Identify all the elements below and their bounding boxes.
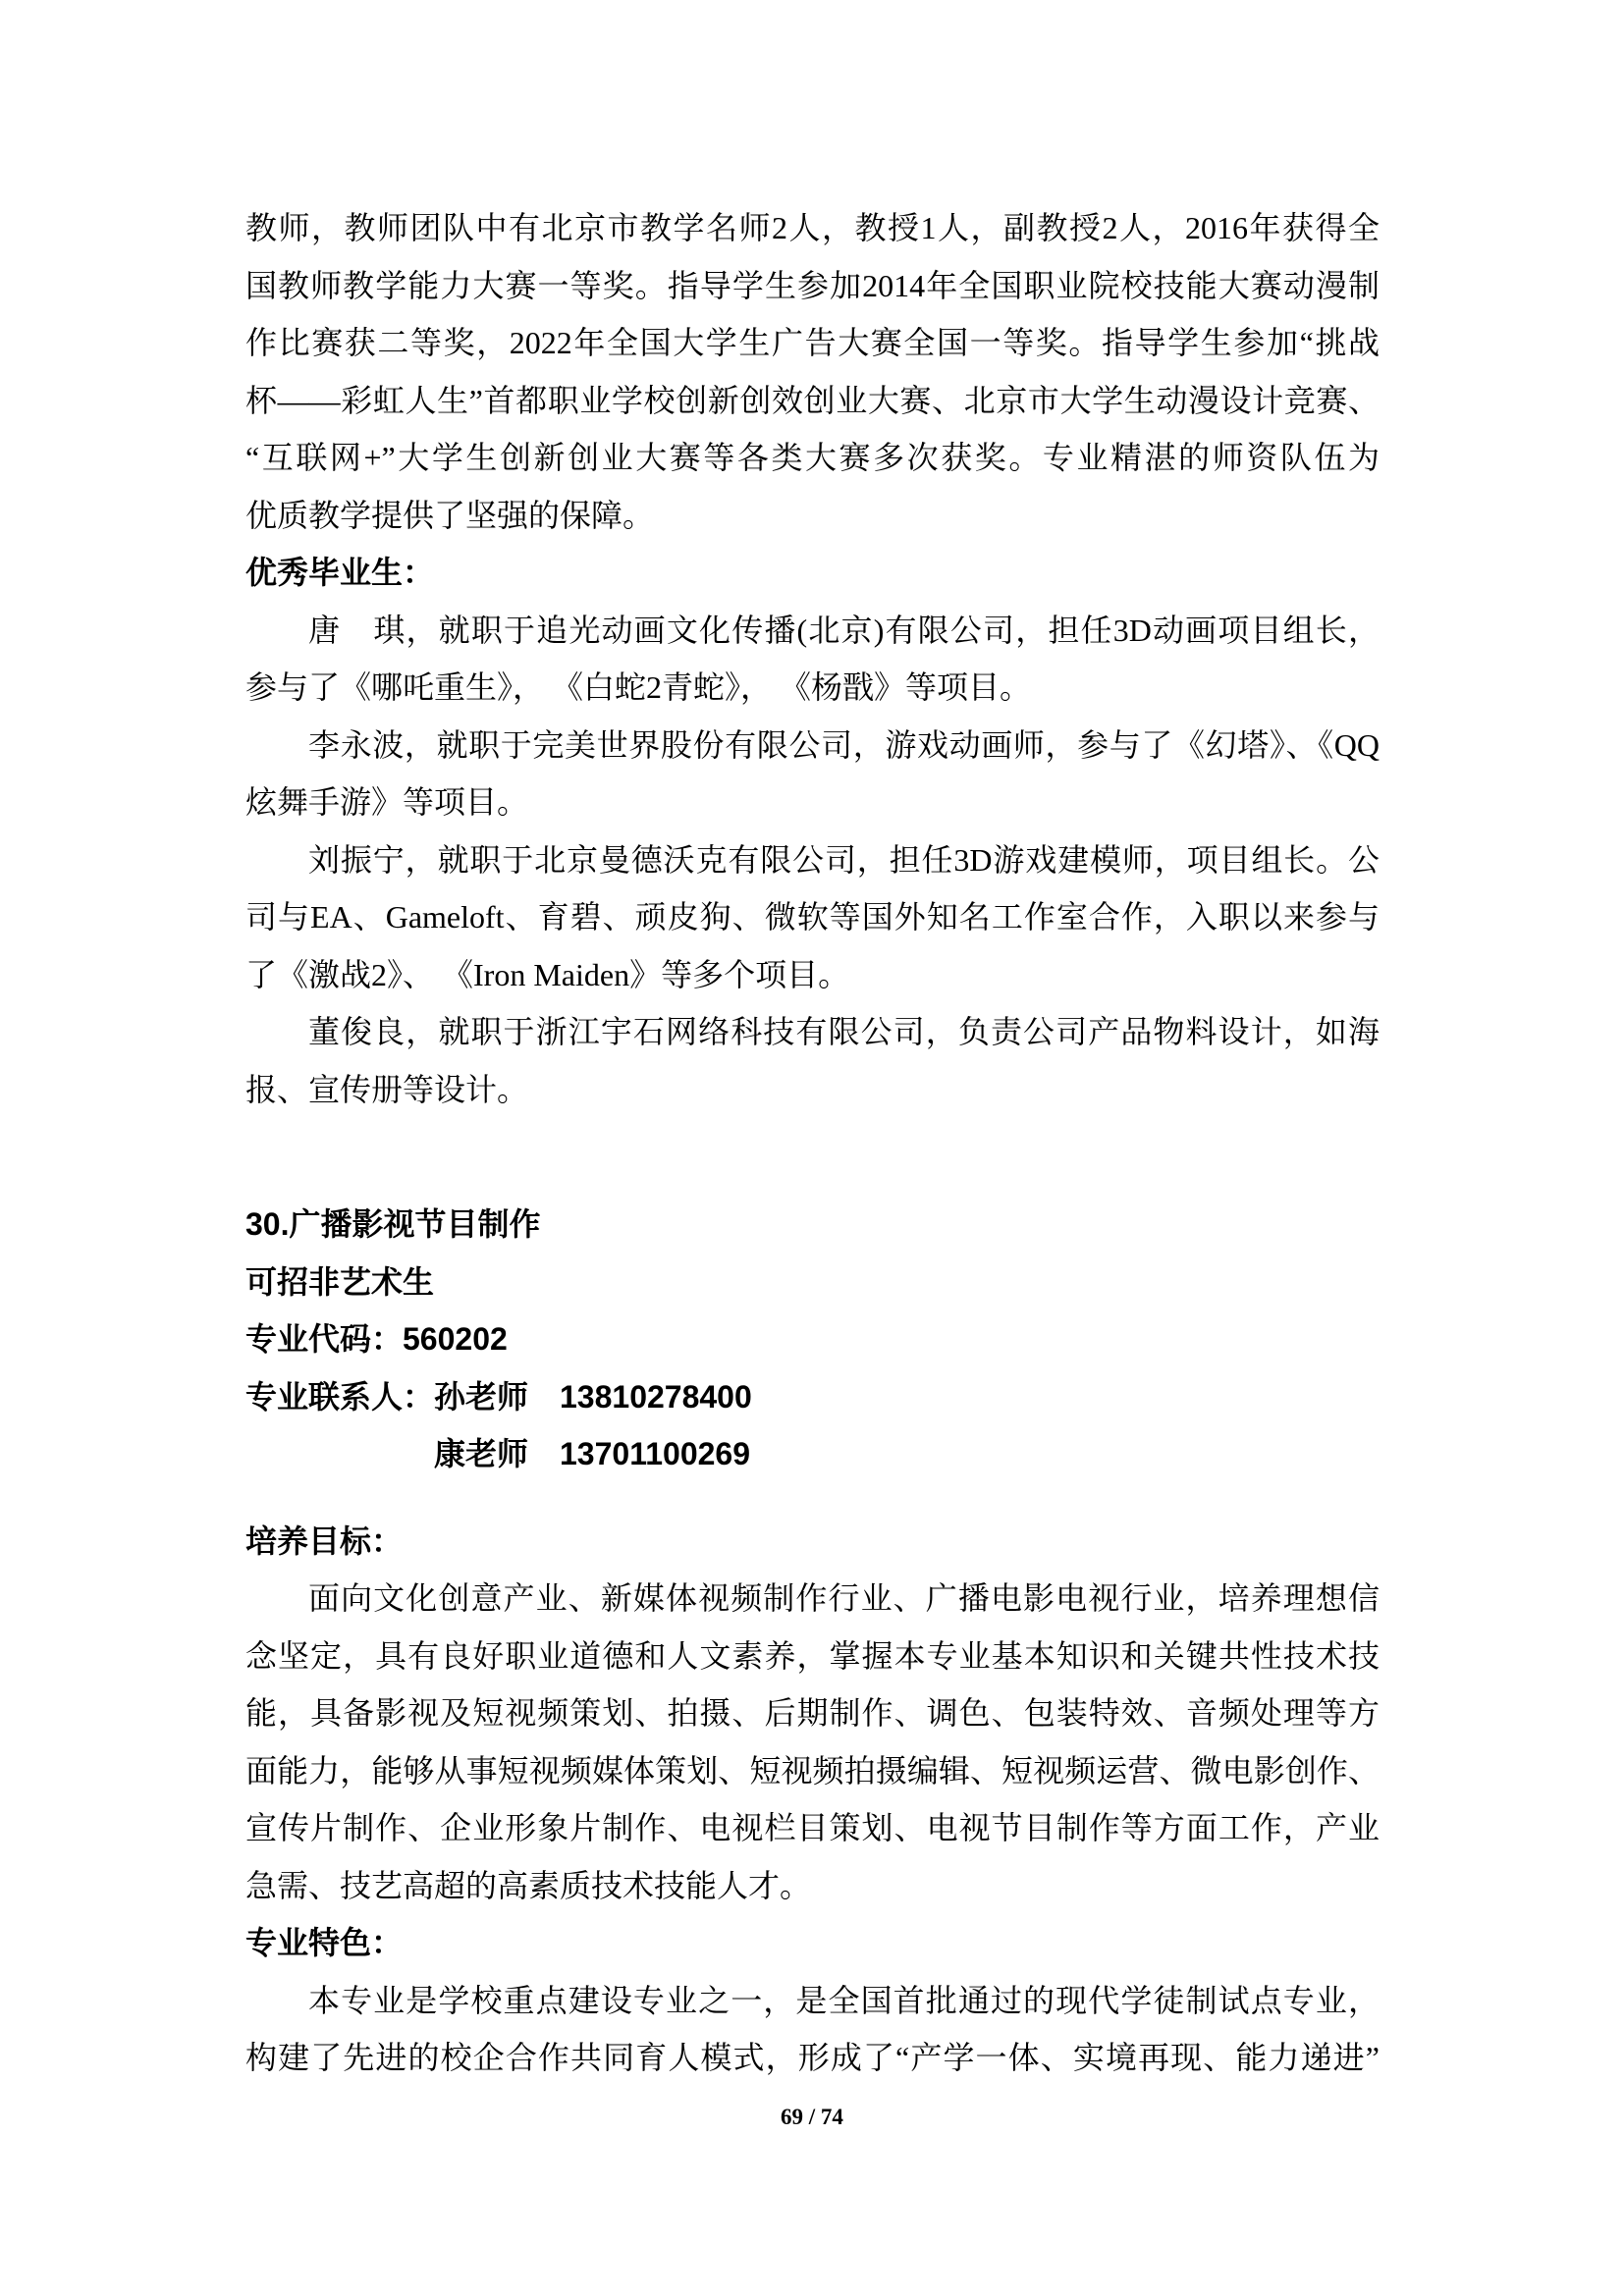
section-title: 30.广播影视节目制作 [245,1206,541,1242]
para-line: 参与了《哪吒重生》， 《白蛇2青蛇》， 《杨戬》等项目。 [245,669,1032,705]
para-line: “互联网+”大学生创新创业大赛等各类大赛多次获奖。专业精湛的师资队伍为 [245,440,1380,475]
para-line: 念坚定，具有良好职业道德和人文素养，掌握本专业基本知识和关键共性技术技 [245,1637,1380,1674]
heading-outstanding-graduates: 优秀毕业生： [245,555,435,590]
heading-training-objective: 培养目标： [245,1522,404,1559]
document-body [245,199,1380,2087]
para-line: 能，具备影视及短视频策划、拍摄、后期制作、调色、包装特效、音频处理等方 [245,1695,1380,1731]
page-number: 69 / 74 [781,2105,843,2129]
para-line: 宣传片制作、企业形象片制作、电视栏目策划、电视节目制作等方面工作，产业 [245,1810,1380,1845]
para-line: 急需、技艺高超的高素质技术技能人才。 [245,1867,812,1903]
para-line: 李永波，就职于完美世界股份有限公司，游戏动画师，参与了《幻塔》、《QQ [308,726,1380,763]
para-line: 面向文化创意产业、新媒体视频制作行业、广播电影电视行业，培养理想信 [308,1580,1380,1616]
para-line: 优质教学提供了坚强的保障。 [245,497,655,533]
para-line: 面能力，能够从事短视频媒体策划、短视频拍摄编辑、短视频运营、微电影创作、 [245,1752,1380,1789]
para-line: 了《激战2》、 《Iron Maiden》等多个项目。 [245,956,850,992]
para-line: 杯——彩虹人生”首都职业学校创新创效创业大赛、北京市大学生动漫设计竞赛、 [245,382,1380,418]
para-line: 本专业是学校重点建设专业之一，是全国首批通过的现代学徒制试点专业， [308,1982,1380,2018]
para-line: 唐 琪，就职于追光动画文化传播(北京)有限公司，担任3D动画项目组长， [308,612,1380,648]
para-line: 构建了先进的校企合作共同育人模式，形成了“产学一体、实境再现、能力递进” [245,2040,1380,2075]
subheading-non-art-students: 可招非艺术生 [245,1263,435,1300]
para-line: 作比赛获二等奖，2022年全国大学生广告大赛全国一等奖。指导学生参加“挑战 [245,325,1380,360]
para-line: 报、宣传册等设计。 [245,1071,529,1107]
para-line: 炫舞手游》等项目。 [245,784,529,820]
line-major-contact-2: 康老师 13701100269 [434,1436,751,1471]
line-major-contact-1: 专业联系人：孙老师 13810278400 [245,1378,752,1415]
para-line: 教师，教师团队中有北京市教学名师2人，教授1人，副教授2人，2016年获得全 [245,210,1380,245]
para-line: 国教师教学能力大赛一等奖。指导学生参加2014年全国职业院校技能大赛动漫制 [245,267,1380,303]
line-major-code: 专业代码：560202 [245,1321,508,1357]
para-line: 董俊良，就职于浙江宇石网络科技有限公司，负责公司产品物料设计，如海 [308,1014,1380,1049]
para-line: 刘振宁，就职于北京曼德沃克有限公司，担任3D游戏建模师，项目组长。公 [308,841,1380,878]
para-line: 司与EA、Gameloft、育碧、顽皮狗、微软等国外知名工作室合作，入职以来参与 [245,899,1380,934]
heading-major-features: 专业特色： [245,1925,404,1960]
